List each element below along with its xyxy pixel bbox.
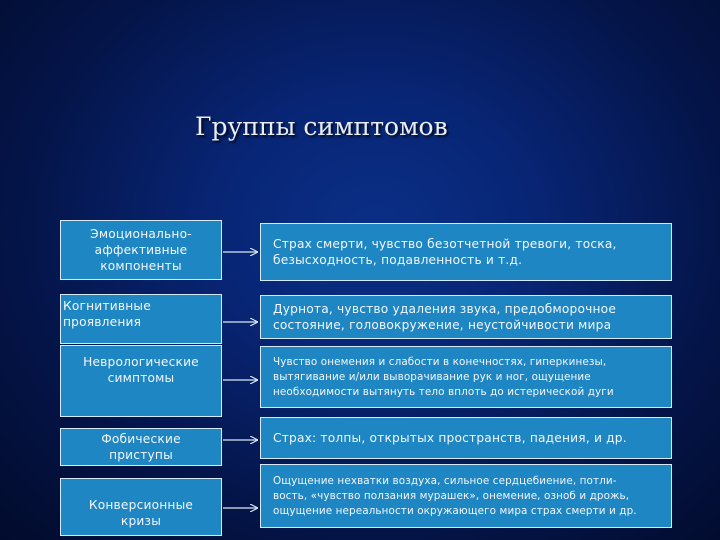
left-box-label: Фобические приступы [101,432,181,462]
left-box-label: Конверсионные кризы [88,498,194,528]
slide-title: Группы симптомов [195,112,448,141]
left-box-label: Эмоционально- аффективные компоненты [90,227,192,273]
right-box-text: Страх: толпы, открытых пространств, падения, и др. [273,431,627,445]
left-box-label: Неврологические симптомы [83,355,199,385]
right-box-text: Дурнота, чувство удаления звука, предобморочное состояние, головокружение, неустойчивости мира [273,302,617,332]
left-box-label: Когнитивные проявления [63,299,151,329]
right-box-text: Страх смерти, чувство безотчетной тревоги, тоска, безысходность, подавленность и т.д. [273,237,617,267]
right-box-text: Ощущение нехватки воздуха, сильное сердцебиение, потли- вость, «чувство ползания мурашек», онемение, озноб и дрожь, ощущение нереальности окружающего мира страх смерти и др. [273,474,637,517]
right-box-text: Чувство онемения и слабости в конечностях, гиперкинезы, вытягивание и/или выворачивание рук и ног, ощущение необходимости вытянуть тело вплоть до истерической дуги [273,355,614,398]
